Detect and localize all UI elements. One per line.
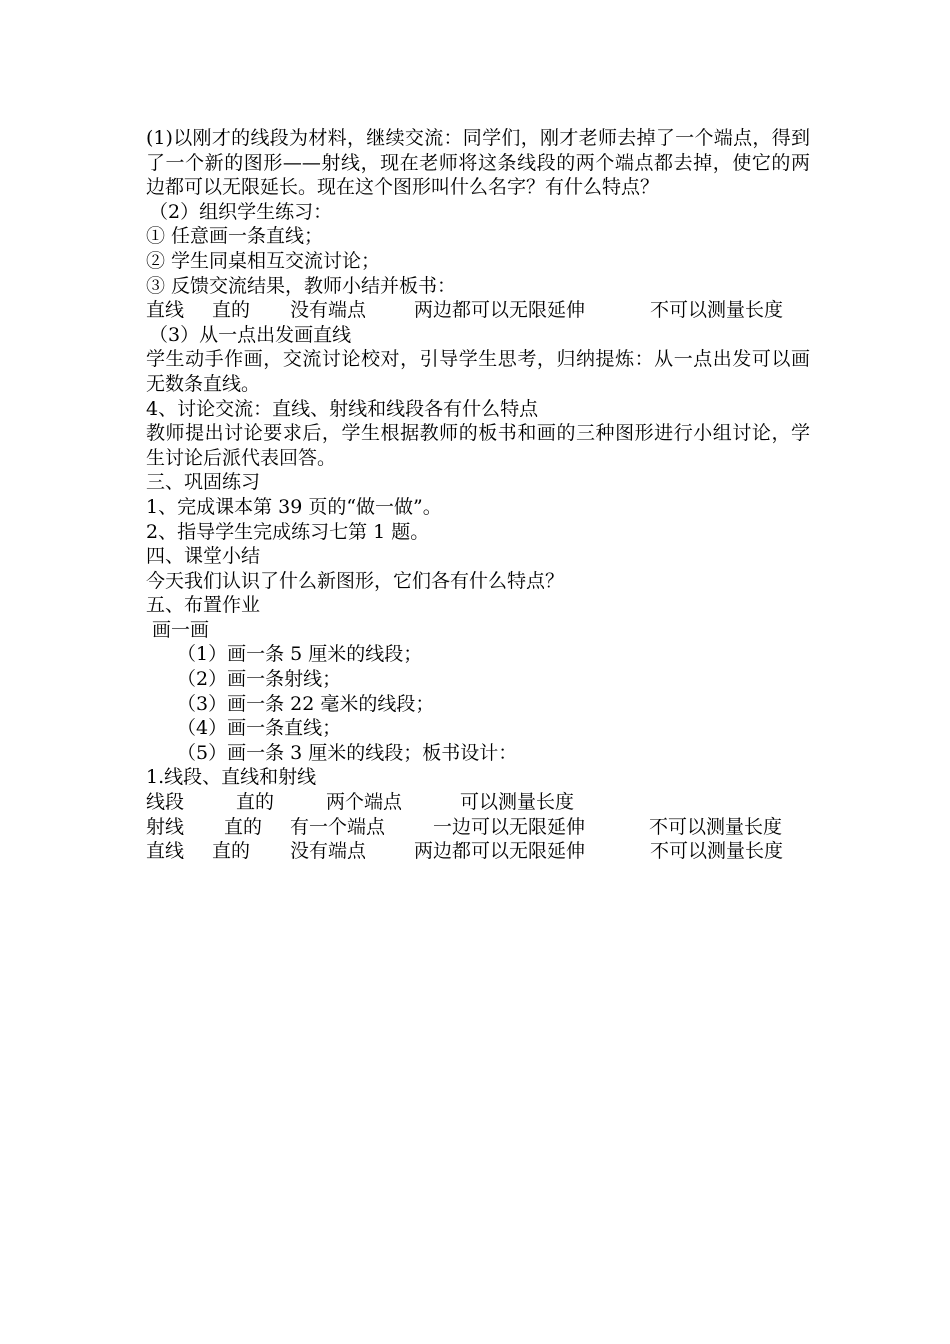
board-row-zhixian <box>146 839 810 864</box>
document-body <box>146 126 810 864</box>
step-item-1: ① 任意画一条直线； <box>146 225 324 248</box>
cell-endpoints: 两个端点 <box>326 791 403 814</box>
cell-extend: 两边都可以无限延伸 <box>414 840 586 863</box>
cell-measure: 不可以测量长度 <box>649 815 783 838</box>
cell-extend: 两边都可以无限延伸 <box>414 299 586 322</box>
board-row-xianduan <box>146 790 810 815</box>
cell-endpoints: 有一个端点 <box>290 815 386 838</box>
cell-name: 射线 <box>146 815 185 838</box>
section-3-heading: 三、巩固练习 <box>146 471 261 494</box>
cell-extend: 一边可以无限延伸 <box>433 815 586 838</box>
cell-name: 线段 <box>146 791 185 814</box>
board-row-zhixian-top <box>146 298 810 323</box>
homework-item-4: （4）画一条直线； <box>177 717 342 740</box>
paragraph-intro: (1)以刚才的线段为材料，继续交流：同学们，刚才老师去掉了一个端点，得到了一个新的图形——射线，现在老师将这条线段的两个端点都去掉，使它的两边都可以无限延长。现在这个图形叫什么名字？有什么特点？ <box>146 127 810 199</box>
board-design-title: 1.线段、直线和射线 <box>146 766 317 789</box>
paragraph-discussion: 教师提出讨论要求后，学生根据教师的板书和画的三种图形进行小组讨论，学生讨论后派代表回答。 <box>146 422 810 469</box>
homework-item-5: （5）画一条 3 厘米的线段；板书设计： <box>177 741 518 764</box>
step-3-heading: （3）从一点出发画直线 <box>149 323 352 346</box>
section-homework-heading: 五、布置作业 <box>146 594 261 617</box>
cell-measure: 不可以测量长度 <box>650 299 784 322</box>
section-4-heading: 4、讨论交流：直线、射线和线段各有什么特点 <box>146 397 539 420</box>
practice-item-2: 2、指导学生完成练习七第 1 题。 <box>146 520 430 543</box>
cell-shape: 直的 <box>212 840 251 863</box>
step-item-3: ③ 反馈交流结果，教师小结并板书： <box>146 274 457 297</box>
step-2-heading: （2）组织学生练习： <box>149 200 333 223</box>
cell-name: 直线 <box>146 840 185 863</box>
cell-shape: 直的 <box>224 815 263 838</box>
cell-endpoints: 没有端点 <box>290 299 367 322</box>
practice-item-1: 1、完成课本第 39 页的“做一做”。 <box>146 495 442 518</box>
summary-question: 今天我们认识了什么新图形，它们各有什么特点？ <box>146 569 565 592</box>
cell-endpoints: 没有端点 <box>290 840 367 863</box>
section-summary-heading: 四、课堂小结 <box>146 545 261 568</box>
cell-name: 直线 <box>146 299 185 322</box>
paragraph-draw: 学生动手作画，交流讨论校对，引导学生思考，归纳提炼：从一点出发可以画无数条直线。 <box>146 348 810 395</box>
board-row-shexian <box>146 815 810 840</box>
cell-measure: 可以测量长度 <box>460 791 575 814</box>
cell-measure: 不可以测量长度 <box>650 840 784 863</box>
cell-shape: 直的 <box>236 791 275 814</box>
homework-item-2: （2）画一条射线； <box>177 668 342 691</box>
homework-title: 画一画 <box>152 618 210 641</box>
homework-item-1: （1）画一条 5 厘米的线段； <box>177 643 423 666</box>
cell-shape: 直的 <box>212 299 251 322</box>
homework-item-3: （3）画一条 22 毫米的线段； <box>177 692 435 715</box>
step-item-2: ② 学生同桌相互交流讨论； <box>146 249 381 272</box>
